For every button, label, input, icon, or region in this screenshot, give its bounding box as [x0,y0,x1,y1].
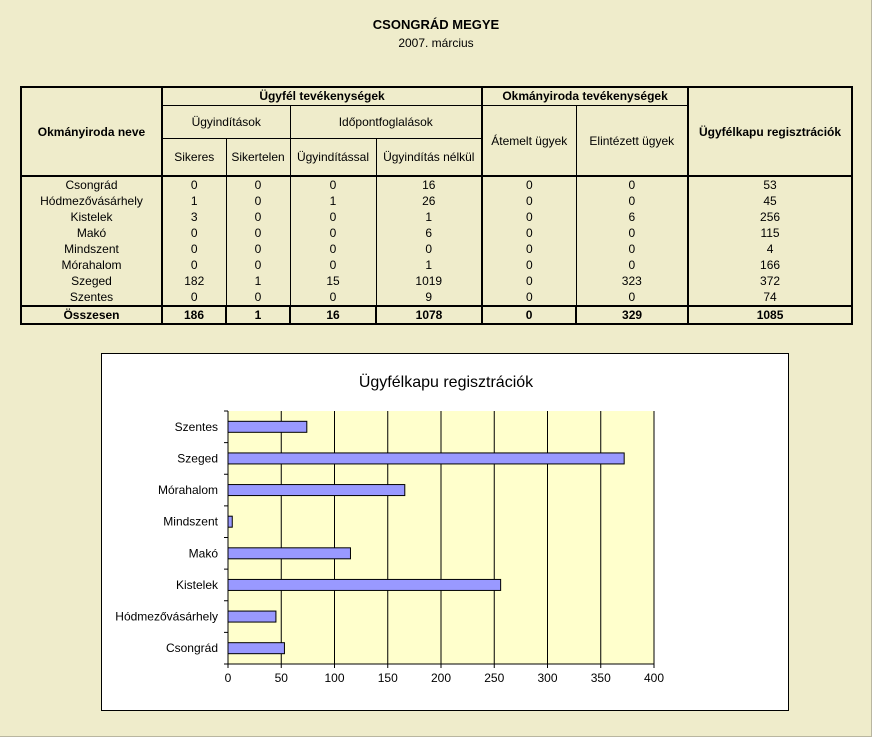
cell-with-init: 0 [290,209,376,225]
header-forwarded: Átemelt ügyek [482,106,576,177]
cell-forwarded: 0 [482,257,576,273]
category-label: Szeged [177,451,218,466]
cell-completed: 0 [576,225,688,241]
cell-success: 0 [162,225,226,241]
header-without-init: Ügyindítás nélkül [376,139,482,177]
total-failed: 1 [226,306,290,324]
bar [228,611,276,622]
cell-with-init: 0 [290,241,376,257]
cell-failed: 0 [226,209,290,225]
cell-without-init: 1 [376,209,482,225]
cell-failed: 0 [226,289,290,306]
category-label: Mórahalom [157,483,218,498]
report-title: CSONGRÁD MEGYE [372,17,500,32]
cell-registrations: 53 [688,176,852,193]
cell-registrations: 115 [688,225,852,241]
total-without-init: 1078 [376,306,482,324]
category-label: Makó [188,546,218,561]
cell-registrations: 74 [688,289,852,306]
x-tick-labels [225,671,665,685]
cell-registrations: 372 [688,273,852,289]
table-row [21,273,852,289]
table-total-row [21,306,852,324]
cell-failed: 0 [226,257,290,273]
cell-forwarded: 0 [482,273,576,289]
cell-forwarded: 0 [482,193,576,209]
chart-title: Ügyfélkapu regisztrációk [358,374,534,391]
cell-success: 1 [162,193,226,209]
row-name: Kistelek [21,209,162,225]
row-name: Mindszent [21,241,162,257]
table-row [21,257,852,273]
cell-with-init: 0 [290,257,376,273]
cell-forwarded: 0 [482,176,576,193]
cell-forwarded: 0 [482,289,576,306]
cell-completed: 0 [576,241,688,257]
cell-registrations: 4 [688,241,852,257]
registrations-chart [101,353,789,711]
category-label: Kistelek [175,577,218,592]
cell-failed: 1 [226,273,290,289]
cell-registrations: 45 [688,193,852,209]
category-label: Csongrád [165,641,218,656]
cell-without-init: 1 [376,257,482,273]
chart-canvas [102,354,790,712]
report-subtitle: 2007. március [398,36,474,50]
cell-with-init: 0 [290,176,376,193]
cell-without-init: 1019 [376,273,482,289]
header-office-name: Okmányiroda neve [21,87,162,176]
total-with-init: 16 [290,306,376,324]
header-registrations: Ügyfélkapu regisztrációk [688,87,852,176]
bar [228,643,284,654]
header-initiations: Ügyindítások [162,106,290,139]
cell-success: 0 [162,176,226,193]
x-tick-label: 150 [377,671,398,685]
row-name: Hódmezővásárhely [21,193,162,209]
x-tick-label: 300 [537,671,558,685]
table-row [21,176,852,193]
cell-forwarded: 0 [482,209,576,225]
cell-with-init: 1 [290,193,376,209]
cell-with-init: 0 [290,289,376,306]
cell-registrations: 166 [688,257,852,273]
header-success: Sikeres [162,139,226,177]
cell-failed: 0 [226,241,290,257]
x-tick-label: 350 [590,671,611,685]
header-completed: Elintézett ügyek [576,106,688,177]
bar [228,516,232,527]
cell-success: 0 [162,257,226,273]
total-success: 186 [162,306,226,324]
cell-completed: 0 [576,257,688,273]
cell-failed: 0 [226,225,290,241]
row-name: Csongrád [21,176,162,193]
total-completed: 329 [576,306,688,324]
row-name: Mórahalom [21,257,162,273]
cell-without-init: 0 [376,241,482,257]
cell-forwarded: 0 [482,241,576,257]
total-name: Összesen [21,306,162,324]
statistics-table [20,86,853,325]
bar [228,548,350,559]
total-registrations: 1085 [688,306,852,324]
x-tick-label: 50 [274,671,288,685]
cell-completed: 0 [576,193,688,209]
row-name: Szeged [21,273,162,289]
cell-failed: 0 [226,193,290,209]
total-forwarded: 0 [482,306,576,324]
header-client-activities: Ügyfél tevékenységek [162,87,482,106]
bar [228,579,501,590]
category-label: Hódmezővásárhely [115,609,218,624]
x-tick-label: 400 [643,671,665,685]
table-row [21,225,852,241]
header-office-activities: Okmányiroda tevékenységek [482,87,688,106]
x-tick-label: 0 [224,671,232,685]
x-tick-label: 250 [484,671,505,685]
cell-forwarded: 0 [482,225,576,241]
category-labels [115,420,219,655]
cell-success: 182 [162,273,226,289]
cell-without-init: 6 [376,225,482,241]
cell-with-init: 0 [290,225,376,241]
cell-completed: 0 [576,289,688,306]
cell-completed: 6 [576,209,688,225]
cell-completed: 0 [576,176,688,193]
cell-without-init: 26 [376,193,482,209]
x-tick-label: 100 [324,671,345,685]
header-failed: Sikertelen [226,139,290,177]
header-with-init: Ügyindítással [290,139,376,177]
cell-success: 0 [162,289,226,306]
table-row [21,289,852,306]
cell-failed: 0 [226,176,290,193]
table-row [21,241,852,257]
category-label: Mindszent [163,514,218,529]
table-row [21,209,852,225]
row-name: Szentes [21,289,162,306]
header-bookings: Időpontfoglalások [290,106,482,139]
bar [228,453,624,464]
cell-completed: 323 [576,273,688,289]
row-name: Makó [21,225,162,241]
category-label: Szentes [174,419,218,434]
cell-success: 3 [162,209,226,225]
cell-without-init: 16 [376,176,482,193]
bar [228,485,405,496]
bar [228,421,307,432]
table-row [21,193,852,209]
cell-with-init: 15 [290,273,376,289]
cell-without-init: 9 [376,289,482,306]
cell-registrations: 256 [688,209,852,225]
cell-success: 0 [162,241,226,257]
x-tick-label: 200 [430,671,452,685]
